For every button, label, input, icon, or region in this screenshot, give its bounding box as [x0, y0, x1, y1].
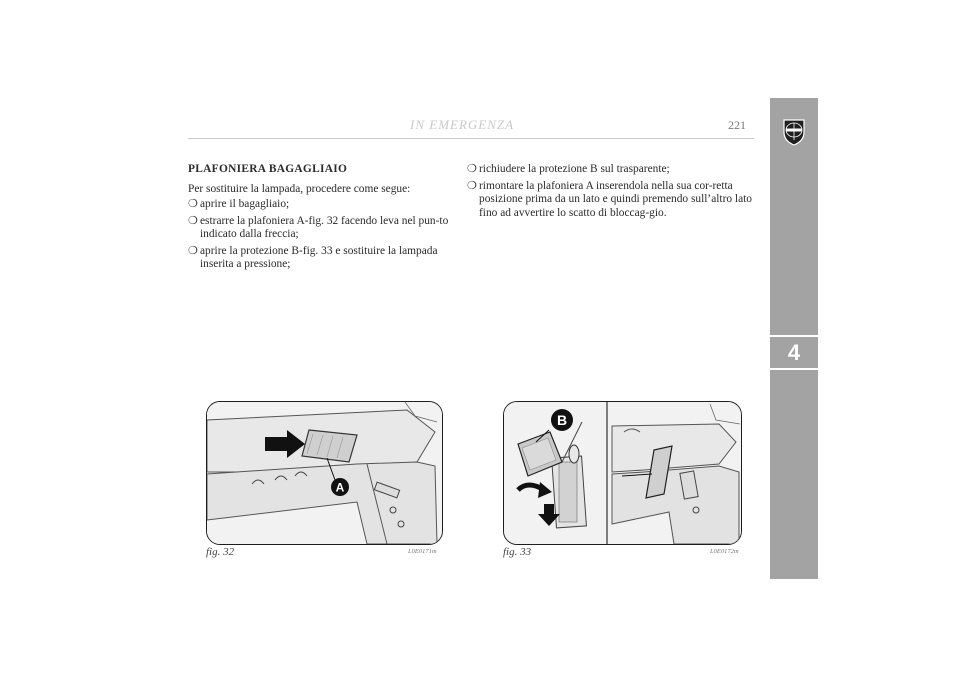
trunk-lamp-illustration	[207, 402, 442, 544]
bullet-icon: ❍	[467, 179, 477, 192]
text-column-right	[467, 163, 757, 223]
callout-label-b: B	[556, 412, 568, 428]
list-item	[188, 198, 462, 212]
bullet-icon: ❍	[188, 244, 198, 257]
list-item-text: richiudere la protezione B sul trasparente;	[479, 163, 670, 175]
text-column-left	[188, 163, 462, 275]
steps-list-right	[467, 163, 757, 220]
figure-code: L0E0172m	[710, 548, 739, 555]
bullet-icon: ❍	[188, 198, 198, 210]
list-item-text: estrarre la plafoniera A-fig. 32 facendo leva nel pun-to indicato dalla freccia;	[200, 214, 449, 240]
bullet-icon: ❍	[467, 163, 477, 175]
sidebar-divider	[770, 368, 818, 370]
intro-text: Per sostituire la lampada, procedere come segue:	[188, 182, 411, 195]
lancia-shield-logo-icon	[782, 118, 806, 146]
list-item	[467, 163, 757, 177]
figure-33-illustration	[503, 401, 742, 545]
page-number: 221	[728, 118, 746, 132]
list-item	[188, 245, 462, 272]
header-section-title: IN EMERGENZA	[410, 117, 515, 132]
chapter-sidebar	[770, 98, 818, 579]
figure-32-illustration	[206, 401, 443, 545]
figure-caption: fig. 32	[206, 546, 235, 558]
list-item	[467, 180, 757, 221]
callout-label-a: A	[335, 480, 345, 495]
section-heading: PLAFONIERA BAGAGLIAIO	[188, 163, 348, 175]
lamp-protection-illustration	[504, 402, 741, 544]
chapter-number: 4	[787, 340, 801, 365]
list-item	[188, 215, 462, 242]
list-item-text: aprire la protezione B-fig. 33 e sostituire la lampada inserita a pressione;	[200, 244, 438, 270]
steps-list-left	[188, 198, 462, 272]
figure-caption: fig. 33	[503, 546, 532, 558]
header-divider	[188, 138, 754, 139]
list-item-text: rimontare la plafoniera A inserendola nella sua cor-retta posizione prima da un lato e quindi premendo sull’altro lato fino ad avvertire lo scatto di bloccag-gio.	[479, 179, 752, 219]
list-item-text: aprire il bagagliaio;	[200, 198, 290, 210]
sidebar-divider	[770, 335, 818, 337]
figure-code: L0E0171m	[408, 548, 437, 555]
bullet-icon: ❍	[188, 214, 198, 227]
